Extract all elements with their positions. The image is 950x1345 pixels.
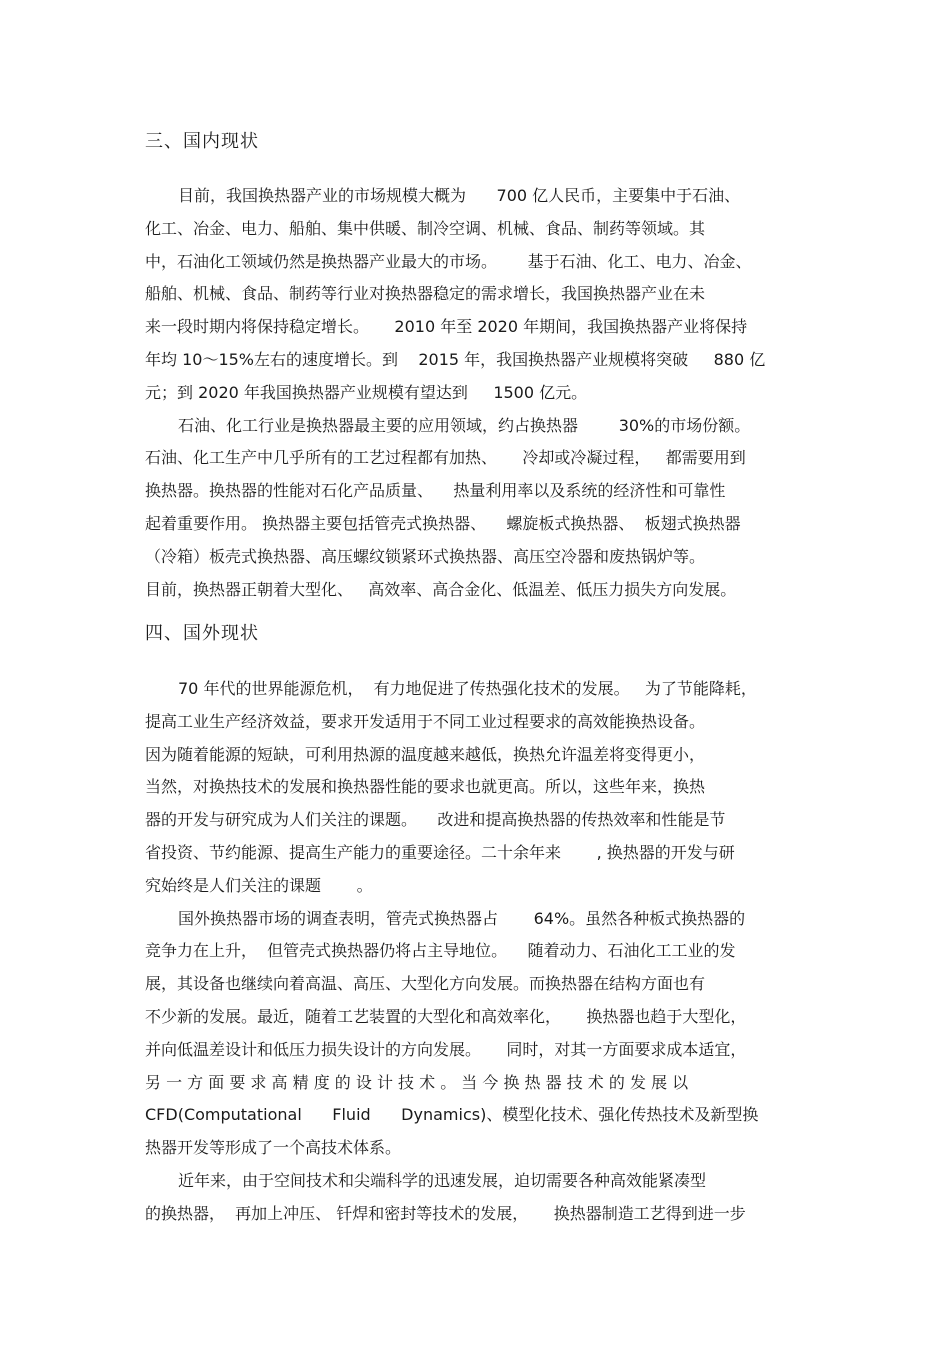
- text-line: 当然，对换热技术的发展和换热器性能的要求也就更高。所以，这些年来，换热: [145, 777, 706, 797]
- paragraph: [145, 1165, 815, 1231]
- text-line: 器的开发与研究成为人们关注的课题。 改进和提高换热器的传热效率和性能是节: [145, 810, 726, 830]
- paragraph: [145, 903, 815, 1165]
- section-body-domestic: [145, 180, 815, 606]
- text-line: 70 年代的世界能源危机， 有力地促进了传热强化技术的发展。 为了节能降耗，: [178, 679, 757, 698]
- section-heading-foreign: 四、国外现状: [145, 623, 259, 644]
- text-line: 近年来，由于空间技术和尖端科学的迅速发展，迫切需要各种高效能紧凑型: [178, 1170, 707, 1190]
- text-line: 热器开发等形成了一个高技术体系。: [145, 1138, 402, 1158]
- text-line: 另 一 方 面 要 求 高 精 度 的 设 计 技 术 。 当 今 换 热 器 技 术 的 发 展 以: [145, 1072, 689, 1092]
- text-line: 石油、化工行业是换热器最主要的应用领域，约占换热器 30%的市场份额。: [178, 415, 751, 435]
- paragraph: [145, 180, 815, 410]
- text-line: 石油、化工生产中几乎所有的工艺过程都有加热、 冷却或冷凝过程， 都需要用到: [145, 448, 746, 468]
- text-line: 船舶、机械、食品、制药等行业对换热器稳定的需求增长，我国换热器产业在未: [145, 284, 706, 304]
- text-line: 省投资、节约能源、提高生产能力的重要途径。二十余年来 , 换热器的开发与研: [145, 842, 735, 862]
- text-line: 并向低温差设计和低压力损失设计的方向发展。 同时，对其一方面要求成本适宜，: [145, 1039, 747, 1059]
- text-line: 竞争力在上升， 但管壳式换热器仍将占主导地位。 随着动力、石油化工工业的发: [145, 941, 736, 961]
- section-body-foreign: [145, 673, 815, 1231]
- text-line: 来一段时期内将保持稳定增长。 2010 年至 2020 年期间，我国换热器产业将保持: [145, 317, 748, 337]
- text-line: 化工、冶金、电力、船舶、集中供暖、制冷空调、机械、食品、制药等领域。其: [145, 218, 706, 238]
- section-heading-domestic: 三、国内现状: [145, 131, 259, 152]
- text-line: 的换热器， 再加上冲压、 钎焊和密封等技术的发展， 换热器制造工艺得到进一步: [145, 1203, 746, 1223]
- text-line: 年均 10～15%左右的速度增长。到 2015 年，我国换热器产业规模将突破 880 亿: [145, 349, 766, 369]
- text-line: 中，石油化工领域仍然是换热器产业最大的市场。 基于石油、化工、电力、冶金、: [145, 251, 752, 271]
- text-line: 因为随着能源的短缺，可利用热源的温度越来越低，换热允许温差将变得更小，: [145, 744, 706, 764]
- text-line: 不少新的发展。最近，随着工艺装置的大型化和高效率化， 换热器也趋于大型化，: [145, 1006, 747, 1026]
- text-line: 目前，换热器正朝着大型化、 高效率、高合金化、低温差、低压力损失方向发展。: [145, 579, 737, 599]
- paragraph: [145, 410, 815, 607]
- text-line: 元；到 2020 年我国换热器产业规模有望达到 1500 亿元。: [145, 382, 588, 402]
- text-line: 换热器。换热器的性能对石化产品质量、 热量利用率以及系统的经济性和可靠性: [145, 481, 726, 501]
- text-line: 国外换热器市场的调查表明，管壳式换热器占 64%。虽然各种板式换热器的: [178, 908, 746, 928]
- text-line: CFD(Computational Fluid Dynamics)、模型化技术、强化传热技术及新型换: [145, 1105, 759, 1125]
- paragraph: [145, 673, 815, 903]
- text-line: 究始终是人们关注的课题 。: [145, 875, 373, 895]
- text-line: 提高工业生产经济效益，要求开发适用于不同工业过程要求的高效能换热设备。: [145, 711, 706, 731]
- text-line: 展，其设备也继续向着高温、高压、大型化方向发展。而换热器在结构方面也有: [145, 974, 706, 994]
- text-line: 起着重要作用。 换热器主要包括管壳式换热器、 螺旋板式换热器、 板翅式换热器: [145, 513, 741, 533]
- text-line: （冷箱）板壳式换热器、高压螺纹锁紧环式换热器、高压空冷器和废热锅炉等。: [145, 546, 706, 566]
- text-line: 目前，我国换热器产业的市场规模大概为 700 亿人民币，主要集中于石油、: [178, 186, 741, 205]
